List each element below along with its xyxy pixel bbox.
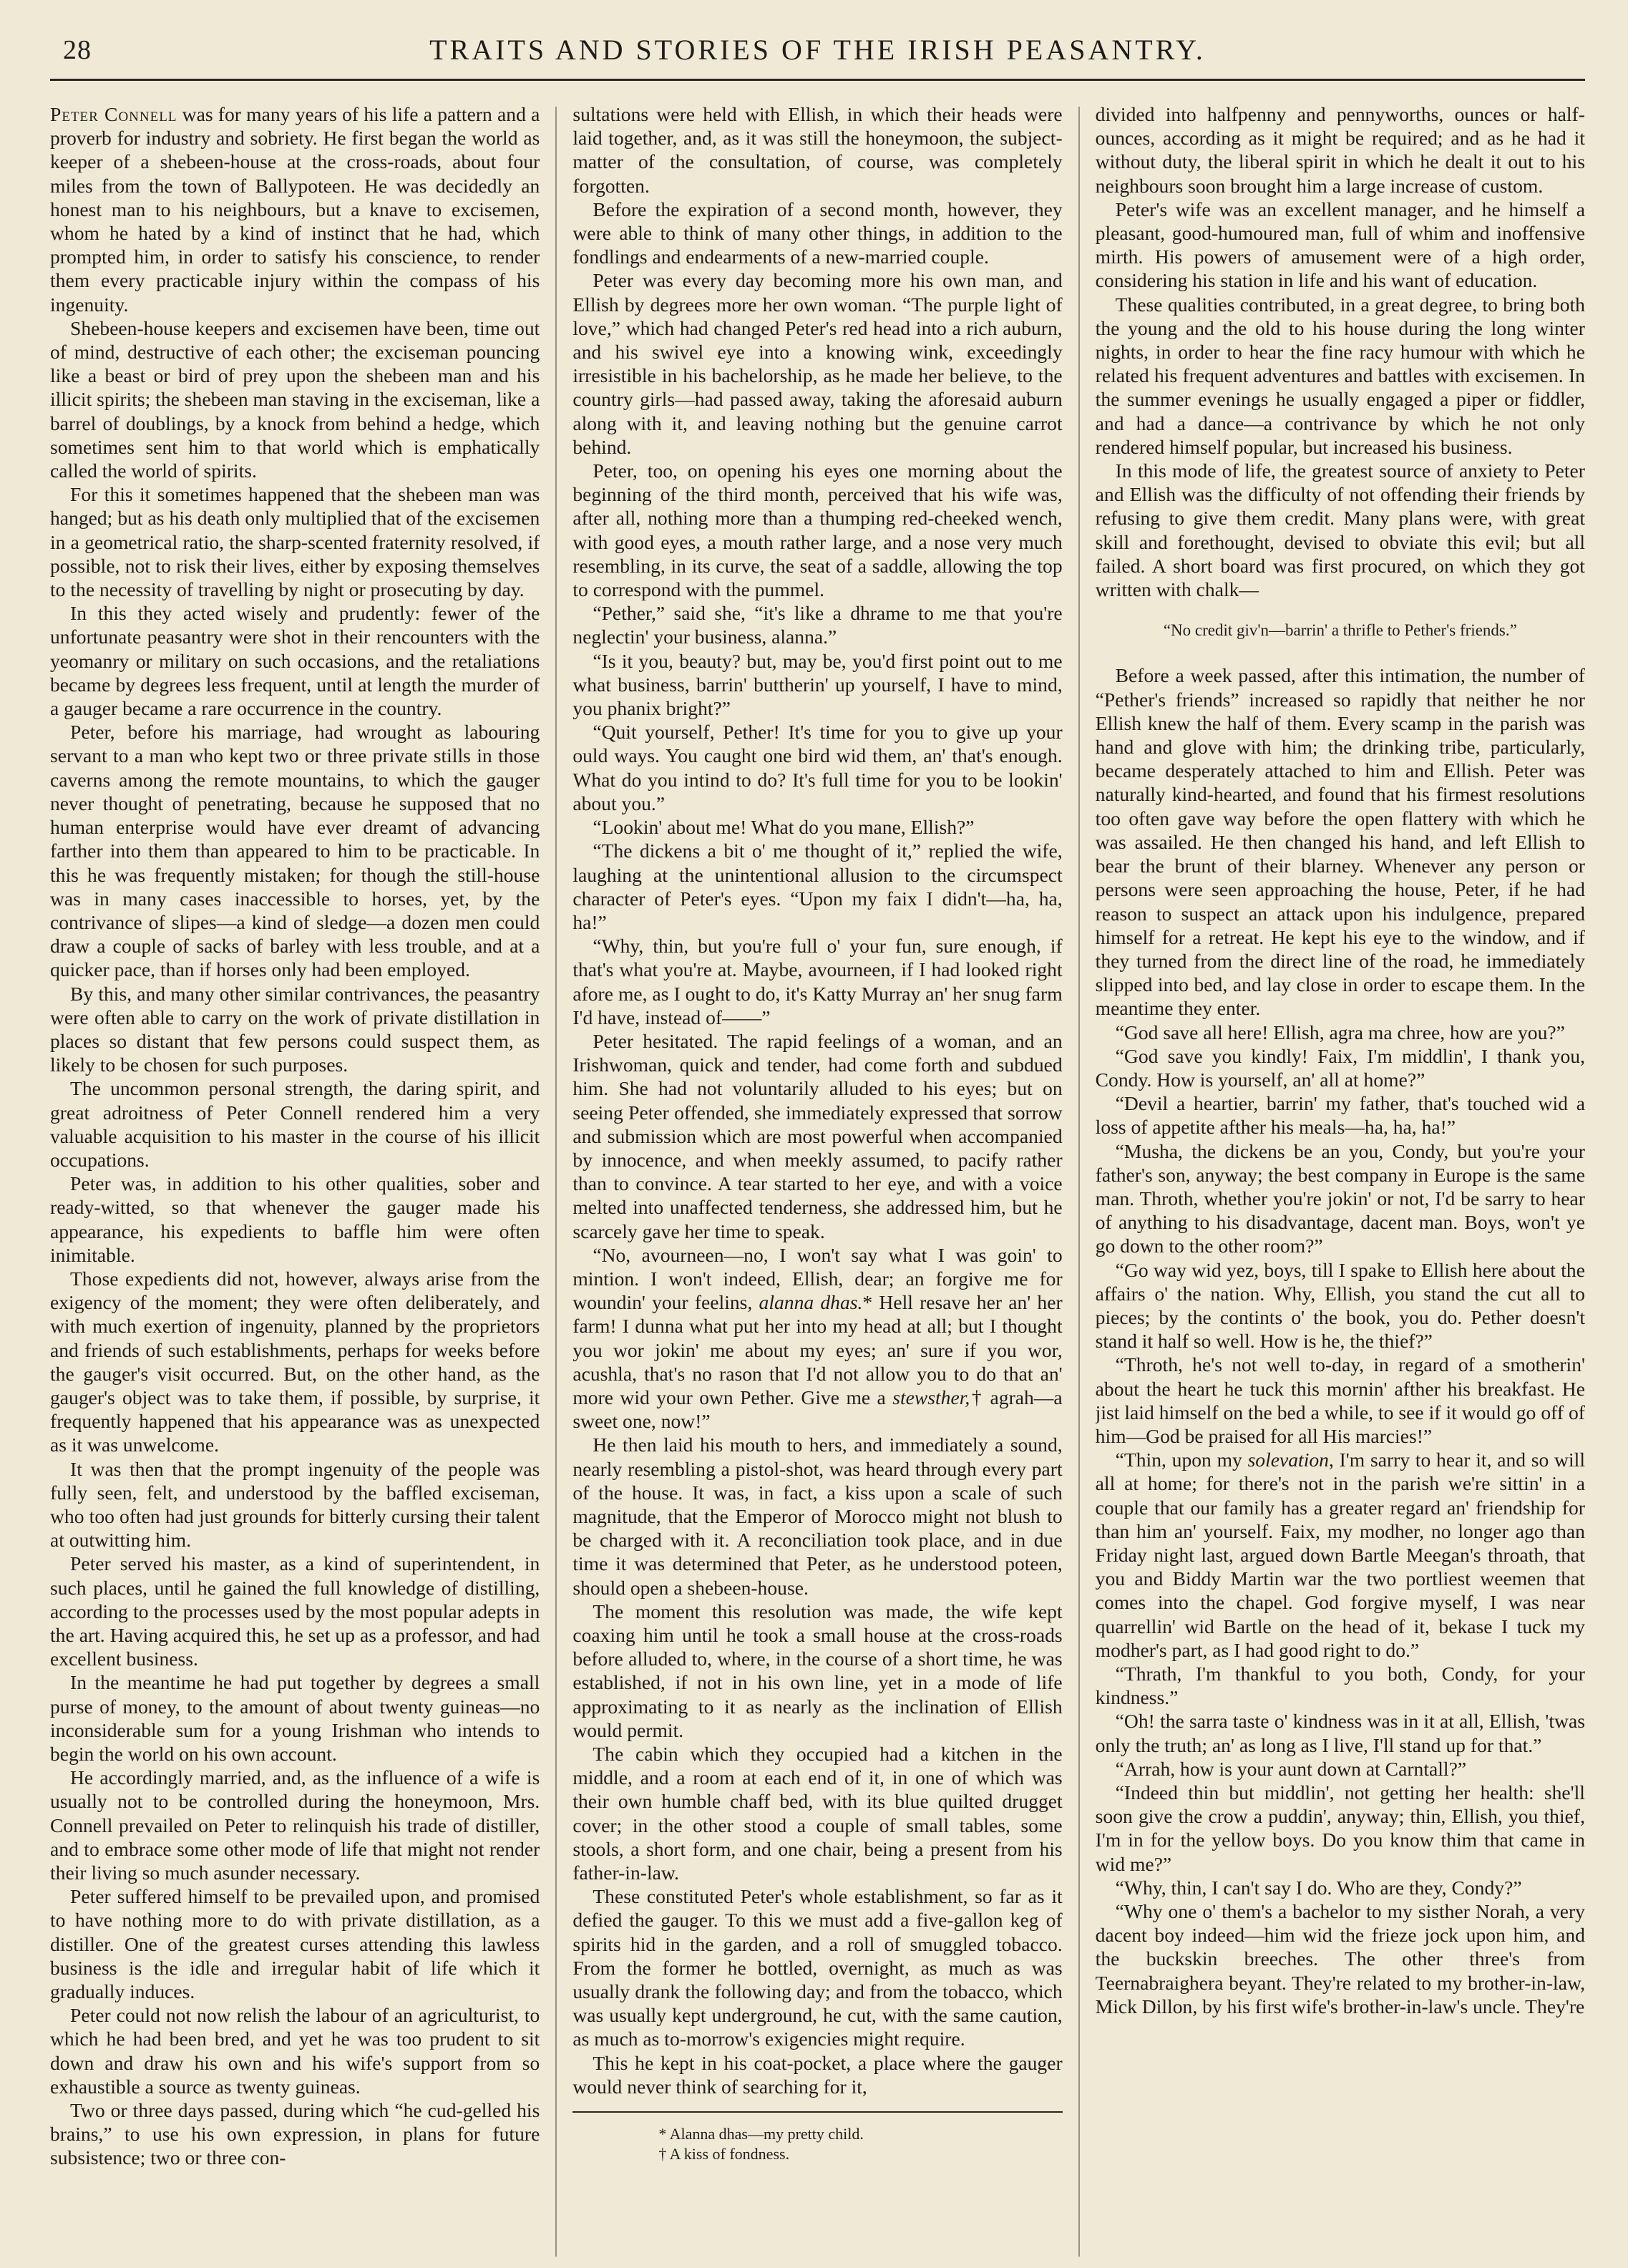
column-divider xyxy=(1078,107,1080,2257)
paragraph: “Why, thin, I can't say I do. Who are they, Condy?” xyxy=(1115,1876,1522,1899)
paragraph: “Devil a heartier, barrin' my father, that's touched wid a loss of appetite afther his meals—ha, ha, ha!” xyxy=(1095,1092,1585,1139)
paragraph: Peter suffered himself to be prevailed upon, and promised to have nothing more to do with private distillation, as a distiller. One of the greatest curses attending this lawless business is the idle and irregular habit of life which it gradually induces. xyxy=(50,1885,540,2003)
paragraph: Before a week passed, after this intimation, the number of “Pether's friends” increased so rapidly that neither he nor Ellish knew the half of them. Every scamp in the parish was hand and glove with him; the drinking tribe, particularly, became desperately attached to him and Ellish. Peter was naturally kind-hearted, and found that his firmest resolutions too often gave way before the open flattery with which he was assailed. He then changed his hand, and left Ellish to bear the brunt of their blarney. Whenever any person or persons were seen approaching the house, Peter, if he had reason to suspect an attack upon his indulgence, prepared himself for a retreat. He kept his eye to the window, and if they turned from the direct line of the road, he immediately slipped into bed, and lay close in order to escape them. In the meantime they enter. xyxy=(1095,664,1585,1020)
page-number: 28 xyxy=(63,35,92,65)
paragraph: “Pether,” said she, “it's like a dhrame to me that you're neglectin' your business, alanna.” xyxy=(572,602,1063,648)
page-header xyxy=(50,29,1585,81)
footnotes xyxy=(572,2111,1062,2164)
paragraph: Peter was, in addition to his other qualities, sober and ready-witted, so that whenever the gauger made his appearance, his expedients to baffle him were often inimitable. xyxy=(50,1172,540,1266)
footnote: * Alanna dhas—my pretty child. xyxy=(658,2125,864,2143)
paragraph: “God save you kindly! Faix, I'm middlin', I thank you, Condy. How is yourself, an' all at home?” xyxy=(1095,1044,1585,1091)
paragraph: “Throth, he's not well to-day, in regard of a smotherin' about the heart he tuck this mornin' afther his breakfast. He jist laid himself on the bed a while, to see if it would go off of him—God be praised for all His marcies!” xyxy=(1095,1353,1585,1447)
paragraph: This he kept in his coat-pocket, a place where the gauger would never think of searching for it, xyxy=(572,2051,1063,2098)
paragraph: He accordingly married, and, as the influence of a wife is usually not to be controlled during the honeymoon, Mrs. Connell prevailed on Peter to relinquish his trade of distiller, and to embrace some other mode of life that might not render their living so much asunder necessary. xyxy=(50,1766,540,1884)
paragraph: Before the expiration of a second month, however, they were able to think of many other things, in addition to the fondlings and endearments of a new-married couple. xyxy=(572,198,1063,268)
paragraph: “Is it you, beauty? but, may be, you'd first point out to me what business, barrin' buttherin' up yourself, I have to mind, you phanix bright?” xyxy=(572,649,1063,720)
paragraph: Peter Connell was for many years of his life a pattern and a proverb for industry and sobriety. He first began the world as keeper of a shebeen-house at the cross-roads, about four miles from the town of Ballypoteen. He was decidedly an honest man to his neighbours, but a knave to excisemen, whom he hated by a kind of instinct that he had, which prompted him, in order to satisfy his conscience, to render them every practicable injury within the compass of his ingenuity. xyxy=(50,103,540,316)
paragraph: “Quit yourself, Pether! It's time for you to give up your ould ways. You caught one bird wid them, an' that's enough. What do you intind to do? It's full time for you to be lookin' about you.” xyxy=(572,721,1063,814)
paragraph: For this it sometimes happened that the shebeen man was hanged; but as his death only multiplied that of the excisemen in a geometrical ratio, the sharp-scented fraternity resolved, if possible, not to risk their lives, either by exposing themselves to the necessity of travelling by night or prosecuting by day. xyxy=(50,483,540,601)
paragraph: Peter served his master, as a kind of superintendent, in such places, until he gained the full knowledge of distilling, according to the processes used by the most popular adepts in the art. Having acquired this, he set up as a professor, and had excellent business. xyxy=(50,1552,540,1670)
paragraph: Those expedients did not, however, always arise from the exigency of the moment; they were often deliberately, and with much exertion of ingenuity, planned by the proprietors and friends of such establishments, perhaps for weeks before the gauger's visit occurred. But, on the other hand, as the gauger's object was to take them, if possible, by surprise, it frequently happened that his appearance was as unexpected as it was unwelcome. xyxy=(50,1267,540,1456)
paragraph: These qualities contributed, in a great degree, to bring both the young and the old to his house during the long winter nights, in order to hear the fine racy humour with which he related his frequent adventures and battles with excisemen. In the summer evenings he usually engaged a piper or fiddler, and had a dance—a contrivance by which he not only rendered himself popular, but increased his business. xyxy=(1095,293,1585,458)
paragraph: “Indeed thin but middlin', not getting her health: she'll soon give the crow a puddin', anyway; thin, Ellish, you thief, I'm in for the yellow boys. Do you know thim that came in wid me?” xyxy=(1095,1781,1585,1875)
column-2 xyxy=(572,102,1062,2257)
column-1 xyxy=(50,102,540,2257)
paragraph: “Why, thin, but you're full o' your fun, sure enough, if that's what you're at. Maybe, avourneen, if I had looked right afore me, as I ought to do, it's Katty Murray an' her snug farm I'd have, instead of——” xyxy=(572,935,1063,1028)
paragraph: Shebeen-house keepers and excisemen have been, time out of mind, destructive of each other; the exciseman pouncing like a beast or bird of prey upon the shebeen man and his illicit spirits; the shebeen man staving in the exciseman, like a barrel of doublings, by a knock from behind a hedge, which sometimes sent him to that world which is emphatically called the world of spirits. xyxy=(50,316,540,482)
paragraph: By this, and many other similar contrivances, the peasantry were often able to carry on the work of private distillation in places so distant that few persons could suspect them, as likely to be chosen for such purposes. xyxy=(50,982,540,1076)
paragraph: “Thrath, I'm thankful to you both, Condy, for your kindness.” xyxy=(1095,1663,1585,1709)
paragraph: divided into halfpenny and pennyworths, ounces or half-ounces, according as it might be required; and as he had it without duty, the liberal spirit in which he dealt it out to his neighbours soon brought him a large increase of custom. xyxy=(1095,103,1585,197)
paragraph: Peter could not now relish the labour of an agriculturist, to which he had been bred, and yet he was too prudent to sit down and draw his own and his wife's support from so exhaustible a source as twenty guineas. xyxy=(50,2004,540,2098)
paragraph: In the meantime he had put together by degrees a small purse of money, to the amount of about twenty guineas—no inconsiderable sum for a young Irishman who intends to begin the world on his own account. xyxy=(50,1671,540,1766)
footnote: † A kiss of fondness. xyxy=(658,2145,790,2164)
paragraph: “Musha, the dickens be an you, Condy, but you're your father's son, anyway; the best company in Europe is the same man. Throth, whether you're jokin' or not, I'd be sarry to hear of anything to his disadvantage, dacent man. Boys, won't ye go down to the other room?” xyxy=(1095,1139,1585,1257)
paragraph: The uncommon personal strength, the daring spirit, and great adroitness of Peter Connell rendered him a very valuable acquisition to his master in the course of his illicit occupations. xyxy=(50,1077,540,1171)
paragraph: Peter was every day becoming more his own man, and Ellish by degrees more her own woman. “The purple light of love,” which had changed Peter's red head into a rich auburn, and his swivel eye into a knowing wink, exceedingly irresistible in his bachelorship, as he made her believe, to the country girls—had passed away, taking the aforesaid auburn along with it, and leaving nothing but the genuine carrot behind. xyxy=(572,269,1063,458)
paragraph: “Lookin' about me! What do you mane, Ellish?” xyxy=(593,816,975,839)
paragraph: “Go way wid yez, boys, till I spake to Ellish here about the affairs o' the nation. Why, Ellish, you stand the cut all to pieces; by the contints o' the book, you do. Pether doesn't stand it half so well. How is he, the thief?” xyxy=(1095,1258,1585,1353)
paragraph: Peter, too, on opening his eyes one morning about the beginning of the third month, perceived that his wife was, after all, nothing more than a thumping red-cheeked wench, with good eyes, a mouth rather large, and a nose very much resembling, in its curve, the seat of a saddle, allowing the top to correspond with the pummel. xyxy=(572,459,1063,601)
text-columns xyxy=(50,102,1585,2257)
paragraph: Two or three days passed, during which “he cud-gelled his brains,” to use his own expression, in plans for future subsistence; two or three con- xyxy=(50,2099,540,2169)
paragraph: sultations were held with Ellish, in which their heads were laid together, and, as it was still the honeymoon, the subject-matter of the consultation, of course, was completely forgotten. xyxy=(572,103,1063,197)
paragraph: Peter's wife was an excellent manager, and he himself a pleasant, good-humoured man, full of whim and inoffensive mirth. His powers of amusement were of a high order, considering his station in life and his want of education. xyxy=(1095,198,1585,292)
paragraph: “Oh! the sarra taste o' kindness was in it at all, Ellish, 'twas only the truth; an' as long as I live, I'll stand up for that.” xyxy=(1095,1710,1585,1756)
running-title: TRAITS AND STORIES OF THE IRISH PEASANTRY. xyxy=(429,34,1206,66)
paragraph: These constituted Peter's whole establishment, so far as it defied the gauger. To this we must add a five-gallon keg of spirits hid in the garden, and a roll of smuggled tobacco. From the former he bottled, overnight, as much as was usually drank the following day; and from the tobacco, which was usually kept underground, he cut, with the same caution, as much as to-morrow's exigencies might require. xyxy=(572,1885,1063,2050)
chalk-board-notice: “No credit giv'n—barrin' a thrifle to Pether's friends.” xyxy=(1163,621,1517,640)
column-3 xyxy=(1096,102,1585,2257)
paragraph: “The dickens a bit o' me thought of it,” replied the wife, laughing at the unintentional allusion to the circumspect character of Peter's eyes. “Upon my faix I didn't—ha, ha, ha!” xyxy=(572,839,1063,933)
paragraph: He then laid his mouth to hers, and immediately a sound, nearly resembling a pistol-shot, was heard through every part of the house. It was, in fact, a kiss upon a scale of such magnitude, that the Emperor of Morocco might not blush to be charged with it. A reconciliation took place, and in due time it was determined that Peter, as he understood poteen, should open a shebeen-house. xyxy=(572,1434,1063,1599)
paragraph: “No, avourneen—no, I won't say what I was goin' to mintion. I won't indeed, Ellish, dear; an forgive me for woundin' your feelins, alanna dhas.* Hell resave her an' her farm! I dunna what put her into my head at all; but I thought you wor jokin' me about my eyes; an' sure if you wor, acushla, that's no rason that I'd not allow you to do that an' more wid your own Pether. Give me a stewsther,† agrah—a sweet one, now!” xyxy=(572,1243,1063,1433)
paragraph: “Arrah, how is your aunt down at Carntall?” xyxy=(1115,1757,1467,1780)
paragraph: “Why one o' them's a bachelor to my sisther Norah, a very dacent boy indeed—him wid the frieze jock upon him, and the buckskin breeches. The other three's from Teernabraighera beyant. They're related to my brother-in-law, Mick Dillon, by his first wife's brother-in-law's uncle. They're xyxy=(1095,1900,1585,2018)
column-divider xyxy=(555,107,557,2257)
paragraph: Peter, before his marriage, had wrought as labouring servant to a man who kept two or three private stills in those caverns among the remote mountains, to which the gauger never thought of penetrating, because he supposed that no human enterprise would have ever dreamt of advancing farther into them than appeared to him to be practicable. In this he was frequently mistaken; for though the still-house was in many cases inaccessible to horses, yet, by the contrivance of slipes—a kind of sledge—a dozen men could draw a couple of sacks of barley with less trouble, and at a quicker pace, than if horses only had been employed. xyxy=(50,721,540,981)
paragraph: In this mode of life, the greatest source of anxiety to Peter and Ellish was the difficulty of not offending their friends by refusing to give them credit. Many plans were, with great skill and forethought, devised to obviate this evil; but all failed. A short board was first procured, on which they got written with chalk— xyxy=(1095,459,1585,601)
paragraph: The cabin which they occupied had a kitchen in the middle, and a room at each end of it, in one of which was their own humble chaff bed, with its blue quilted drugget cover; in the other stood a couple of small tables, some stools, a short form, and one chair, being a present from his father-in-law. xyxy=(572,1743,1063,1884)
paragraph: In this they acted wisely and prudently: fewer of the unfortunate peasantry were shot in their rencounters with the yeomanry or military on such occasions, and the retaliations became by degrees less frequent, until at length the murder of a gauger became a rare occurrence in the country. xyxy=(50,602,540,720)
paragraph: “God save all here! Ellish, agra ma chree, how are you?” xyxy=(1115,1021,1565,1043)
paragraph: Peter hesitated. The rapid feelings of a woman, and an Irishwoman, quick and tender, had come forth and subdued him. She had not voluntarily alluded to his eyes; but on seeing Peter offended, she immediately expressed that sorrow and submission which are most powerful when accompanied by innocence, and when meekly assumed, to pacify rather than to convince. A tear started to her eye, and with a voice melted into unaffected tenderness, she addressed him, but he scarcely gave her time to speak. xyxy=(572,1029,1063,1242)
paragraph: The moment this resolution was made, the wife kept coaxing him until he took a small house at the cross-roads before alluded to, where, in the course of a short time, he was established, if not in his own line, yet in a mode of life approximating to it as nearly as the inclination of Ellish would permit. xyxy=(572,1600,1063,1741)
paragraph: “Thin, upon my solevation, I'm sarry to hear it, and so will all at home; for there's not in the parish we're sittin' in a couple that our family has a greater regard an' friendship for than him an' yourself. Faix, my modher, no longer ago than Friday night last, argued down Bartle Meegan's throath, that you and Biddy Martin war the two portliest weemen that comes into the chapel. God forgive myself, I was near quarrellin' wid Bartle on the head of it, bekase I tuck my modher's part, as I had good right to do.” xyxy=(1095,1449,1585,1661)
paragraph: It was then that the prompt ingenuity of the people was fully seen, felt, and understood by the baffled exciseman, who too often had just grounds for bitterly cursing their talent at outwitting him. xyxy=(50,1457,540,1552)
opening-name: Peter Connell xyxy=(50,103,177,125)
